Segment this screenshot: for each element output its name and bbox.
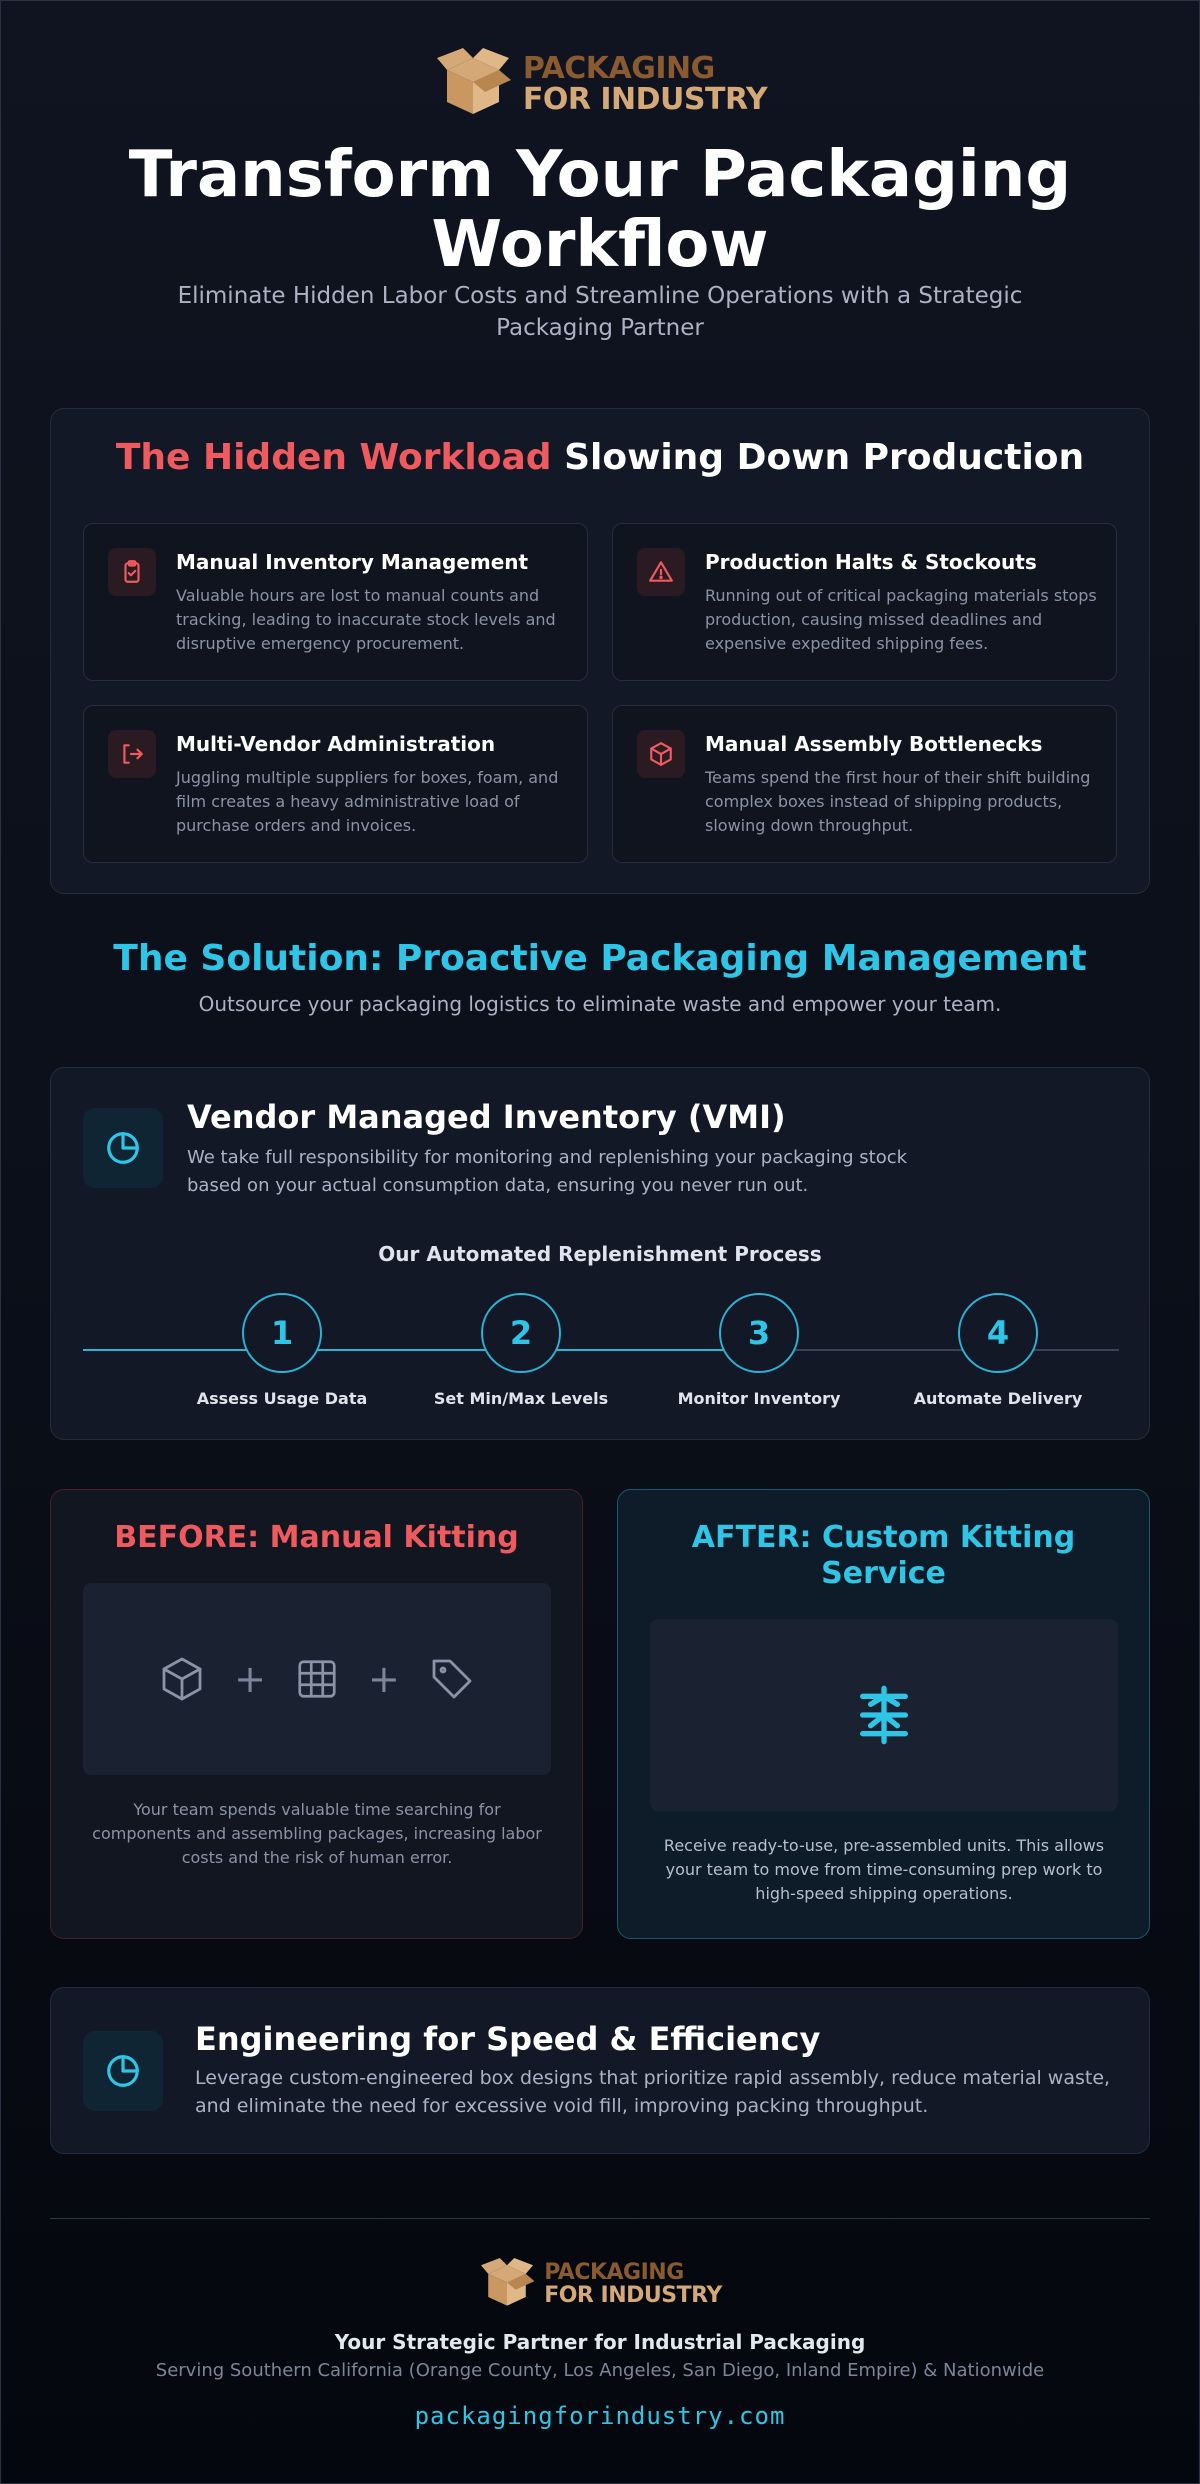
problem-card-inventory: [83, 523, 588, 681]
process-step: [192, 1293, 372, 1408]
brand-wordmark: [523, 53, 767, 115]
brand-box-icon: [478, 2258, 536, 2310]
brand-box-icon: [433, 48, 513, 120]
brand-line2: FOR INDUSTRY: [544, 2283, 722, 2308]
footer-logo[interactable]: [0, 2258, 1200, 2310]
problem-desc: Running out of critical packaging materials stops production, causing missed deadlines and expensive expedited shipping fees.: [705, 586, 1097, 653]
logout-arrow-icon: [108, 730, 156, 778]
problems-title: [51, 437, 1149, 478]
problem-card-stockouts: [612, 523, 1117, 681]
footer-wordmark: [544, 2261, 722, 2307]
problem-card-vendor: [83, 705, 588, 863]
problems-panel: [50, 408, 1150, 894]
problems-title-rest: Slowing Down Production: [551, 437, 1085, 478]
pie-chart-icon: [83, 2031, 163, 2111]
problems-title-highlight: The Hidden Workload: [115, 437, 552, 478]
vmi-title: Vendor Managed Inventory (VMI): [187, 1098, 786, 1136]
plus-icon: +: [234, 1657, 266, 1701]
brand-line1: PACKAGING: [522, 51, 715, 86]
step-number: 1: [242, 1293, 322, 1373]
problem-title: Manual Assembly Bottlenecks: [705, 732, 1043, 756]
pie-chart-icon: [83, 1108, 163, 1188]
footer-tagline: Your Strategic Partner for Industrial Packaging: [334, 2330, 866, 2354]
before-illustration: [83, 1583, 551, 1775]
process-step: [669, 1293, 849, 1408]
problem-desc: Teams spend the first hour of their shift building complex boxes instead of shipping products, slowing down throughput.: [705, 768, 1091, 835]
step-label: Set Min/Max Levels: [433, 1389, 609, 1408]
hero-subtitle: Eliminate Hidden Labor Costs and Streamline Operations with a Strategic Packaging Partner: [177, 283, 1023, 341]
problem-desc: Juggling multiple suppliers for boxes, foam, and film creates a heavy administrative load of purchase orders and invoices.: [176, 768, 559, 835]
step-number: 2: [481, 1293, 561, 1373]
step-label: Automate Delivery: [913, 1389, 1083, 1408]
grid-icon: [294, 1656, 340, 1702]
after-title: AFTER: Custom Kitting Service: [691, 1520, 1076, 1591]
process-step: [431, 1293, 611, 1408]
clipboard-check-icon: [108, 548, 156, 596]
engineering-desc: Leverage custom-engineered box designs that prioritize rapid assembly, reduce material waste, and eliminate the need for excessive void fill, improving packing throughput.: [195, 2067, 1111, 2117]
brand-line1: PACKAGING: [544, 2260, 684, 2285]
step-number: 3: [719, 1293, 799, 1373]
vmi-panel: [50, 1067, 1150, 1440]
box-icon: [158, 1655, 206, 1703]
before-card: [50, 1489, 583, 1939]
merge-icon: [852, 1683, 916, 1747]
footer-service-area: Serving Southern California (Orange County, Los Angeles, San Diego, Inland Empire) & Nationwide: [155, 2360, 1045, 2381]
problem-card-assembly: [612, 705, 1117, 863]
warning-triangle-icon: [637, 548, 685, 596]
step-label: Monitor Inventory: [677, 1389, 841, 1408]
step-number: 4: [958, 1293, 1038, 1373]
tag-icon: [428, 1655, 476, 1703]
problem-title: Production Halts & Stockouts: [705, 550, 1037, 574]
step-label: Assess Usage Data: [196, 1389, 368, 1408]
brand-line2: FOR INDUSTRY: [522, 82, 768, 117]
brand-logo[interactable]: [0, 48, 1200, 120]
footer-divider: [50, 2218, 1150, 2219]
box-icon: [637, 730, 685, 778]
plus-icon: +: [368, 1657, 400, 1701]
after-desc: Receive ready-to-use, pre-assembled units. This allows your team to move from time-consuming prep work to high-speed shipping operations.: [663, 1836, 1105, 1903]
process-title: Our Automated Replenishment Process: [378, 1242, 822, 1266]
process-step: [908, 1293, 1088, 1408]
problem-title: Multi-Vendor Administration: [176, 732, 496, 756]
before-title: BEFORE: Manual Kitting: [114, 1520, 519, 1555]
hero-title: Transform Your Packaging Workflow: [128, 138, 1072, 282]
footer-website-link[interactable]: packagingforindustry.com: [414, 2402, 786, 2430]
solution-subtitle: Outsource your packaging logistics to eliminate waste and empower your team.: [198, 992, 1002, 1016]
before-desc: Your team spends valuable time searching for components and assembling packages, increasing labor costs and the risk of human error.: [92, 1800, 542, 1867]
vmi-desc: We take full responsibility for monitoring and replenishing your packaging stock based on your actual consumption data, ensuring you never run out.: [187, 1147, 908, 1196]
engineering-title: Engineering for Speed & Efficiency: [195, 2020, 821, 2058]
problem-title: Manual Inventory Management: [176, 550, 529, 574]
after-card: [617, 1489, 1150, 1939]
engineering-panel: [50, 1987, 1150, 2154]
solution-title: The Solution: Proactive Packaging Management: [113, 938, 1087, 979]
after-illustration: [650, 1619, 1118, 1811]
problem-desc: Valuable hours are lost to manual counts and tracking, leading to inaccurate stock levels and disruptive emergency procurement.: [176, 586, 556, 653]
